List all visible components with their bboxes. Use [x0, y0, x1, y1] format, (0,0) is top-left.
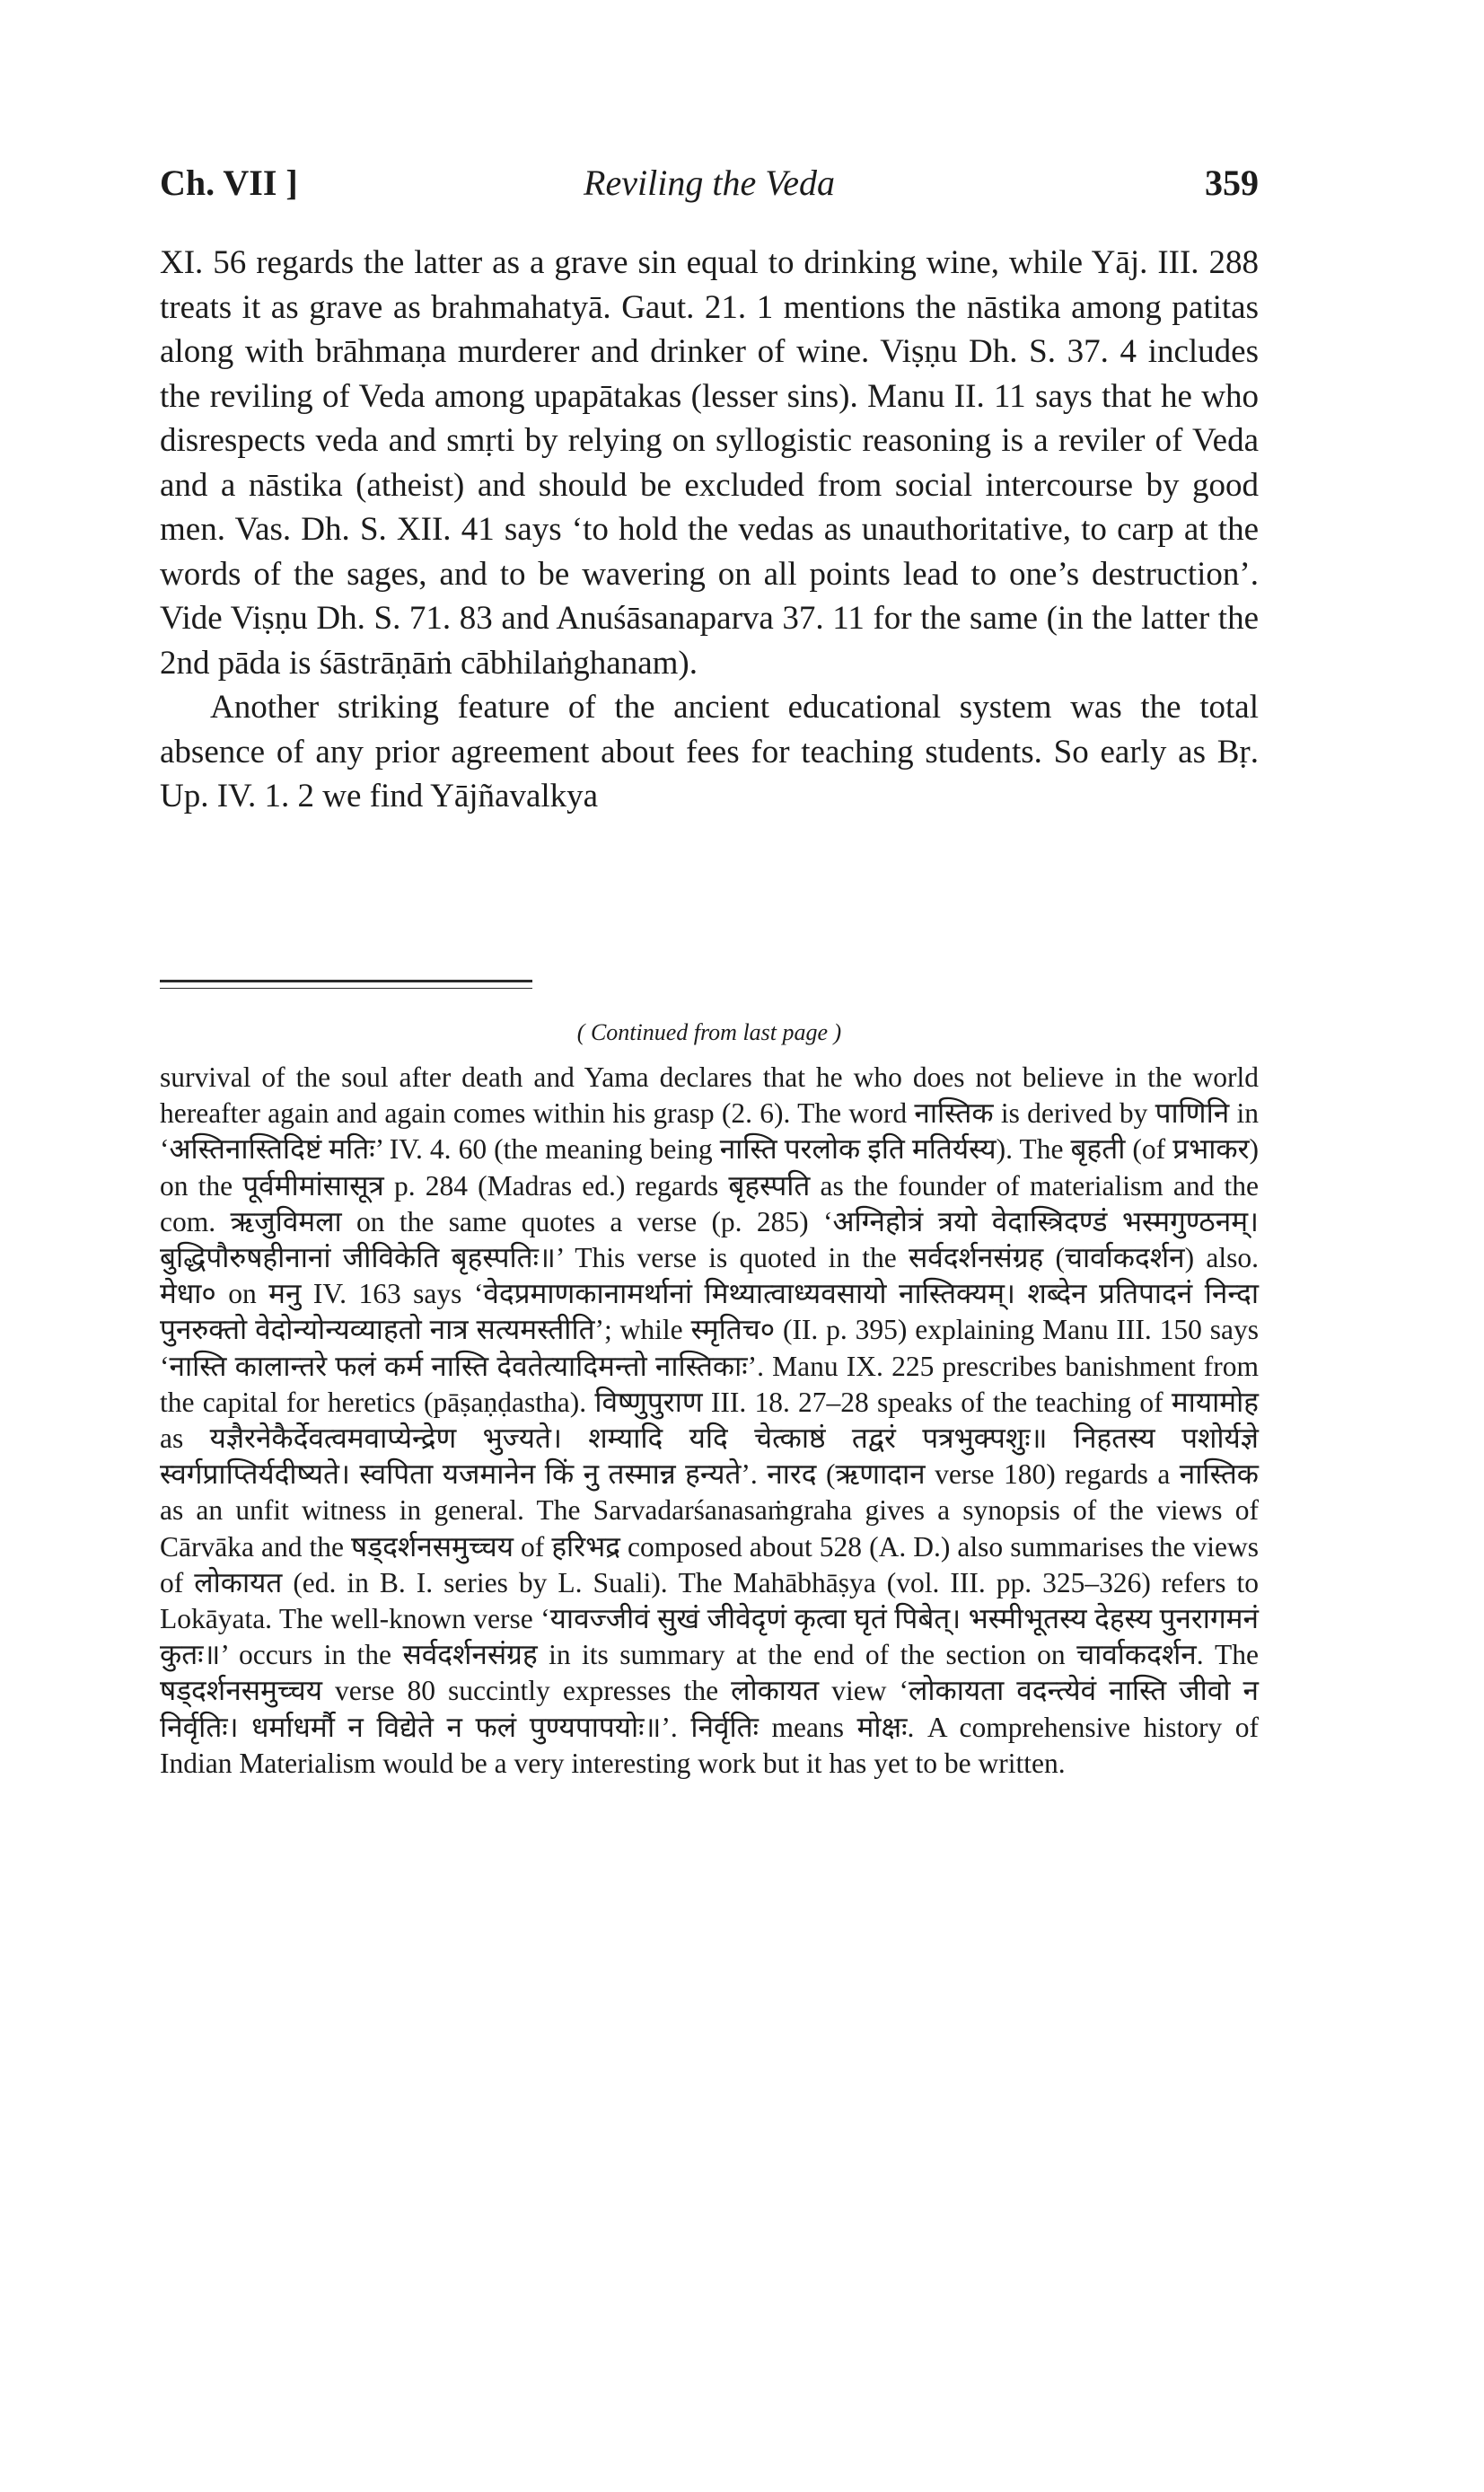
main-text	[160, 241, 1259, 819]
running-title: Reviling the Veda	[584, 163, 835, 203]
footnote-text: survival of the soul after death and Yama declares that he who does not believe in the world hereafter again and again comes within his grasp (2. 6). The word नास्तिक is derived by पाणिनि in ‘अस्तिनास्तिदिष्टं मतिः’ IV. 4. 60 (the meaning being नास्ति परलोक इति मतिर्यस्य). The बृहती (of प्रभाकर) on the पूर्वमीमांसासूत्र p. 284 (Madras ed.) regards बृहस्पति as the founder of materialism and the com. ऋजुविमला on the same quotes a verse (p. 285) ‘अग्निहोत्रं त्रयो वेदास्त्रिदण्डं भस्मगुण्ठनम्। बुद्धिपौरुषहीनानां जीविकेति बृहस्पतिः॥’ This verse is quoted in the सर्वदर्शनसंग्रह (चार्वाकदर्शन) also. मेधा० on मनु IV. 163 says ‘वेदप्रमाणकानामर्थानां मिथ्यात्वाध्यवसायो नास्तिक्यम्। शब्देन प्रतिपादनं निन्दा पुनरुक्तो वेदोन्योन्यव्याहतो नात्र सत्यमस्तीति’; while स्मृतिच० (II. p. 395) explaining Manu III. 150 says ‘नास्ति कालान्तरे फलं कर्म नास्ति देवतेत्यादिमन्तो नास्तिकाः’. Manu IX. 225 prescribes banishment from the capital for heretics (pāṣaṇḍastha). विष्णुपुराण III. 18. 27–28 speaks of the teaching of मायामोह as यज्ञैरनेकैर्देवत्वमवाप्येन्द्रेण भुज्यते। शम्यादि यदि चेत्काष्ठं तद्वरं पत्रभुक्पशुः॥ निहतस्य पशोर्यज्ञे स्वर्गप्राप्तिर्यदीष्यते। स्वपिता यजमानेन किं नु तस्मान्न हन्यते’. नारद (ऋणादान verse 180) regards a नास्तिक as an unfit witness in general. The Sarvadarśanasaṁgraha gives a synopsis of the views of Cārvāka and the षड्दर्शनसमुच्चय of हरिभद्र composed about 528 (A. D.) also summarises the views of लोकायत (ed. in B. I. series by L. Suali). The Mahābhāṣya (vol. III. pp. 325–326) refers to Lokāyata. The well-known verse ‘यावज्जीवं सुखं जीवेदृणं कृत्वा घृतं पिबेत्। भस्मीभूतस्य देहस्य पुनरागमनं कुतः॥’ occurs in the सर्वदर्शनसंग्रह in its summary at the end of the section on चार्वाकदर्शन. The षड्दर्शनसमुच्चय verse 80 succintly expresses the लोकायत view ‘लोकायता वदन्त्येवं नास्ति जीवो न निर्वृतिः। धर्माधर्मौ न विद्येते न फलं पुण्यपापयोः॥’. निर्वृतिः means मोक्षः. A comprehensive history of Indian Materialism would be a very interesting work but it has yet to be written.	[160, 1061, 1259, 1779]
footnote-rule-thin	[160, 988, 532, 989]
main-paragraph-1: XI. 56 regards the latter as a grave sin equal to drinking wine, while Yāj. III. 288 treats it as grave as brahmahatyā. Gaut. 21. 1 mentions the nāstika among patitas along with brāhmaṇa murderer and drinker of wine. Viṣṇu Dh. S. 37. 4 includes the reviling of Veda among upapātakas (lesser sins). Manu II. 11 says that he who disrespects veda and smṛti by relying on syllogistic reasoning is a reviler of Veda and a nāstika (atheist) and should be excluded from social intercourse by good men. Vas. Dh. S. XII. 41 says ‘to hold the vedas as unauthoritative, to carp at the words of the sages, and to be wavering on all points lead to one’s destruction’. Vide Viṣṇu Dh. S. 71. 83 and Anuśāsanaparva 37. 11 for the same (in the latter the 2nd pāda is śāstrāṇāṁ cābhilaṅghanam).	[160, 244, 1259, 682]
main-paragraph-2: Another striking feature of the ancient educational system was the total absence of any prior agreement about fees for teaching students. So early as Bṛ. Up. IV. 1. 2 we find Yājñavalkya	[160, 689, 1259, 815]
chapter-label: Ch. VII ]	[160, 163, 298, 203]
footnote	[160, 1060, 1259, 1782]
running-header	[160, 160, 1259, 207]
page-number: 359	[1205, 163, 1259, 203]
footnote-continued-label: ( Continued from last page )	[576, 1019, 842, 1045]
footnote-rule	[160, 980, 532, 982]
